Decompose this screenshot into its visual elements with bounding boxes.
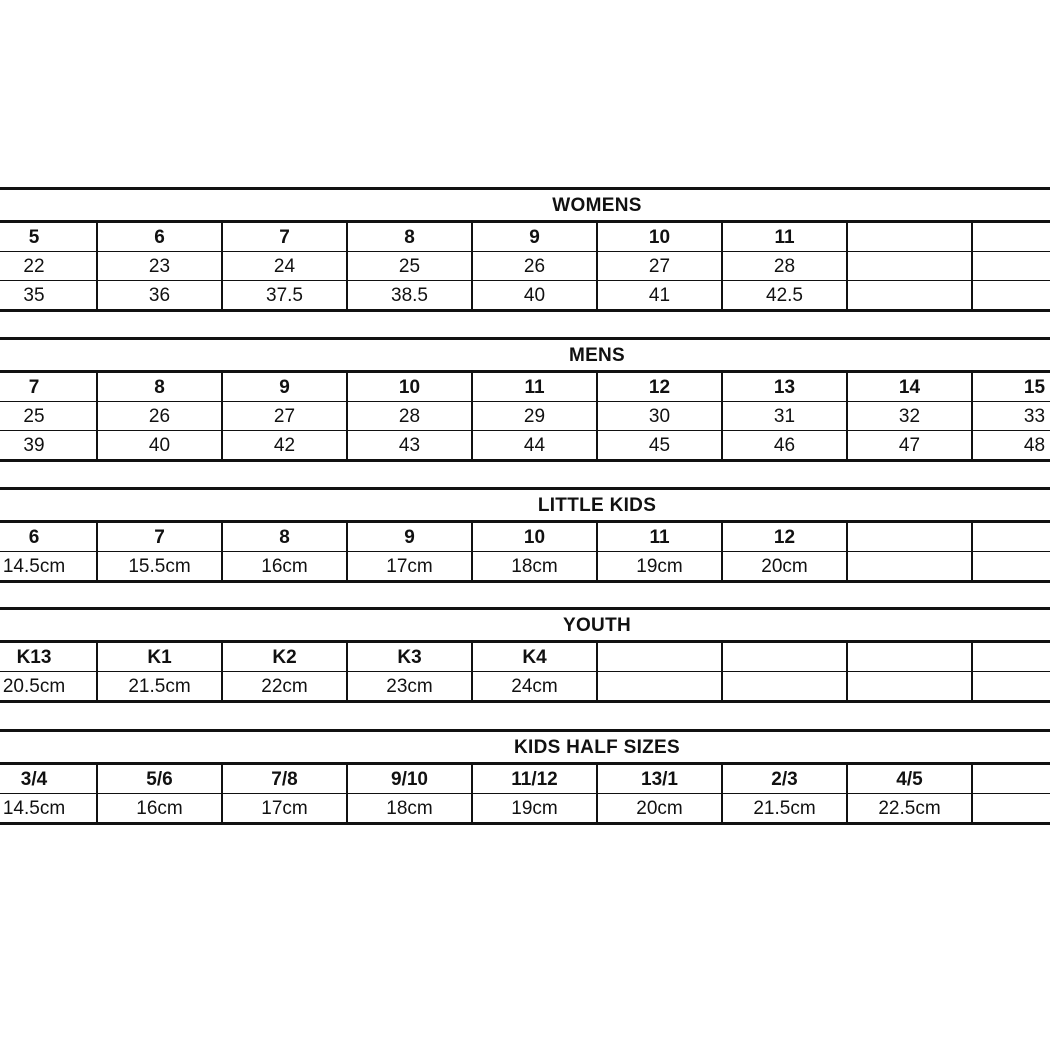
table-cell xyxy=(847,672,972,702)
table-header-row xyxy=(0,222,1050,252)
us-size-cell: 5 xyxy=(0,222,97,252)
table-cell: 22 xyxy=(0,252,97,281)
table-cell: 16cm xyxy=(97,794,222,824)
us-size-cell: 7 xyxy=(97,522,222,552)
table-cell: 17cm xyxy=(347,552,472,582)
table-cell: 41 xyxy=(597,281,722,311)
table-cell: 48 xyxy=(972,431,1050,461)
us-size-cell: 6 xyxy=(97,222,222,252)
table-cell: 18cm xyxy=(347,794,472,824)
table-cell: 30 xyxy=(597,402,722,431)
us-size-cell: 13/1 xyxy=(597,764,722,794)
table-cell: 45 xyxy=(597,431,722,461)
us-size-cell xyxy=(847,522,972,552)
table-cell xyxy=(847,252,972,281)
table-cell: 42 xyxy=(222,431,347,461)
us-size-cell xyxy=(972,522,1050,552)
table-cell xyxy=(722,672,847,702)
us-size-cell: 9 xyxy=(472,222,597,252)
us-size-cell xyxy=(847,222,972,252)
us-size-cell: 10 xyxy=(597,222,722,252)
us-size-cell xyxy=(722,642,847,672)
little-kids-size-table xyxy=(0,487,1050,583)
table-cell xyxy=(972,552,1050,582)
table-header-row xyxy=(0,764,1050,794)
youth-size-table xyxy=(0,607,1050,703)
us-size-cell: 8 xyxy=(97,372,222,402)
us-size-cell: 11/12 xyxy=(472,764,597,794)
table-cell: 20cm xyxy=(722,552,847,582)
youth-title: YOUTH xyxy=(0,609,1050,642)
us-size-cell: 2/3 xyxy=(722,764,847,794)
us-size-cell xyxy=(972,642,1050,672)
table-cell: 25 xyxy=(347,252,472,281)
womens-size-table xyxy=(0,187,1050,312)
table-title-row xyxy=(0,731,1050,764)
table-cell: 26 xyxy=(97,402,222,431)
table-cell: 39 xyxy=(0,431,97,461)
us-size-cell: 14 xyxy=(847,372,972,402)
table-row xyxy=(0,794,1050,824)
table-cell: 17cm xyxy=(222,794,347,824)
us-size-cell: 12 xyxy=(722,522,847,552)
womens-title: WOMENS xyxy=(0,189,1050,222)
little-kids-title: LITTLE KIDS xyxy=(0,489,1050,522)
mens-title: MENS xyxy=(0,339,1050,372)
table-cell: 33 xyxy=(972,402,1050,431)
table-cell: 43 xyxy=(347,431,472,461)
table-cell: 20.5cm xyxy=(0,672,97,702)
table-row xyxy=(0,672,1050,702)
us-size-cell: 9/10 xyxy=(347,764,472,794)
table-cell: 20cm xyxy=(597,794,722,824)
table-cell: 21.5cm xyxy=(97,672,222,702)
table-cell xyxy=(972,794,1050,824)
table-cell: 27 xyxy=(597,252,722,281)
table-cell: 21.5cm xyxy=(722,794,847,824)
table-cell: 28 xyxy=(347,402,472,431)
table-cell: 14.5cm xyxy=(0,552,97,582)
table-cell xyxy=(847,281,972,311)
table-cell: 36 xyxy=(97,281,222,311)
us-size-cell: K3 xyxy=(347,642,472,672)
table-cell: 38.5 xyxy=(347,281,472,311)
table-title-row xyxy=(0,489,1050,522)
table-cell: 19cm xyxy=(597,552,722,582)
table-cell: 23 xyxy=(97,252,222,281)
us-size-cell: 7 xyxy=(0,372,97,402)
table-header-row xyxy=(0,522,1050,552)
table-row xyxy=(0,431,1050,461)
kids-half-sizes-table xyxy=(0,729,1050,825)
us-size-cell: 10 xyxy=(472,522,597,552)
us-size-cell: 13 xyxy=(722,372,847,402)
us-size-cell: K13 xyxy=(0,642,97,672)
table-cell xyxy=(847,552,972,582)
table-cell: 46 xyxy=(722,431,847,461)
us-size-cell: 15 xyxy=(972,372,1050,402)
us-size-cell: 9 xyxy=(222,372,347,402)
table-row xyxy=(0,281,1050,311)
table-cell: 27 xyxy=(222,402,347,431)
table-title-row xyxy=(0,189,1050,222)
us-size-cell: 11 xyxy=(472,372,597,402)
table-cell: 24 xyxy=(222,252,347,281)
table-row xyxy=(0,402,1050,431)
mens-size-table xyxy=(0,337,1050,462)
table-cell: 42.5 xyxy=(722,281,847,311)
table-row xyxy=(0,252,1050,281)
table-header-row xyxy=(0,642,1050,672)
table-cell: 40 xyxy=(97,431,222,461)
us-size-cell xyxy=(972,764,1050,794)
table-cell: 44 xyxy=(472,431,597,461)
us-size-cell: K1 xyxy=(97,642,222,672)
us-size-cell xyxy=(597,642,722,672)
table-cell: 40 xyxy=(472,281,597,311)
table-cell: 37.5 xyxy=(222,281,347,311)
table-cell: 24cm xyxy=(472,672,597,702)
table-cell: 31 xyxy=(722,402,847,431)
us-size-cell xyxy=(972,222,1050,252)
table-title-row xyxy=(0,339,1050,372)
table-cell: 22cm xyxy=(222,672,347,702)
table-cell: 28 xyxy=(722,252,847,281)
table-cell xyxy=(597,672,722,702)
table-cell: 15.5cm xyxy=(97,552,222,582)
table-cell: 23cm xyxy=(347,672,472,702)
us-size-cell: K4 xyxy=(472,642,597,672)
us-size-cell: 5/6 xyxy=(97,764,222,794)
table-cell: 14.5cm xyxy=(0,794,97,824)
table-cell: 22.5cm xyxy=(847,794,972,824)
table-cell: 35 xyxy=(0,281,97,311)
us-size-cell: 10 xyxy=(347,372,472,402)
table-cell: 19cm xyxy=(472,794,597,824)
table-cell: 25 xyxy=(0,402,97,431)
table-cell: 26 xyxy=(472,252,597,281)
table-cell: 32 xyxy=(847,402,972,431)
table-cell: 29 xyxy=(472,402,597,431)
table-cell: 16cm xyxy=(222,552,347,582)
table-header-row xyxy=(0,372,1050,402)
us-size-cell: 12 xyxy=(597,372,722,402)
table-cell xyxy=(972,672,1050,702)
us-size-cell: 9 xyxy=(347,522,472,552)
us-size-cell: 6 xyxy=(0,522,97,552)
table-cell: 47 xyxy=(847,431,972,461)
us-size-cell: 7 xyxy=(222,222,347,252)
table-title-row xyxy=(0,609,1050,642)
table-row xyxy=(0,552,1050,582)
us-size-cell xyxy=(847,642,972,672)
table-cell xyxy=(972,252,1050,281)
us-size-cell: 8 xyxy=(222,522,347,552)
us-size-cell: 3/4 xyxy=(0,764,97,794)
us-size-cell: 4/5 xyxy=(847,764,972,794)
us-size-cell: 11 xyxy=(597,522,722,552)
us-size-cell: 8 xyxy=(347,222,472,252)
us-size-cell: 7/8 xyxy=(222,764,347,794)
table-cell xyxy=(972,281,1050,311)
kids-half-sizes-title: KIDS HALF SIZES xyxy=(0,731,1050,764)
us-size-cell: 11 xyxy=(722,222,847,252)
us-size-cell: K2 xyxy=(222,642,347,672)
table-cell: 18cm xyxy=(472,552,597,582)
